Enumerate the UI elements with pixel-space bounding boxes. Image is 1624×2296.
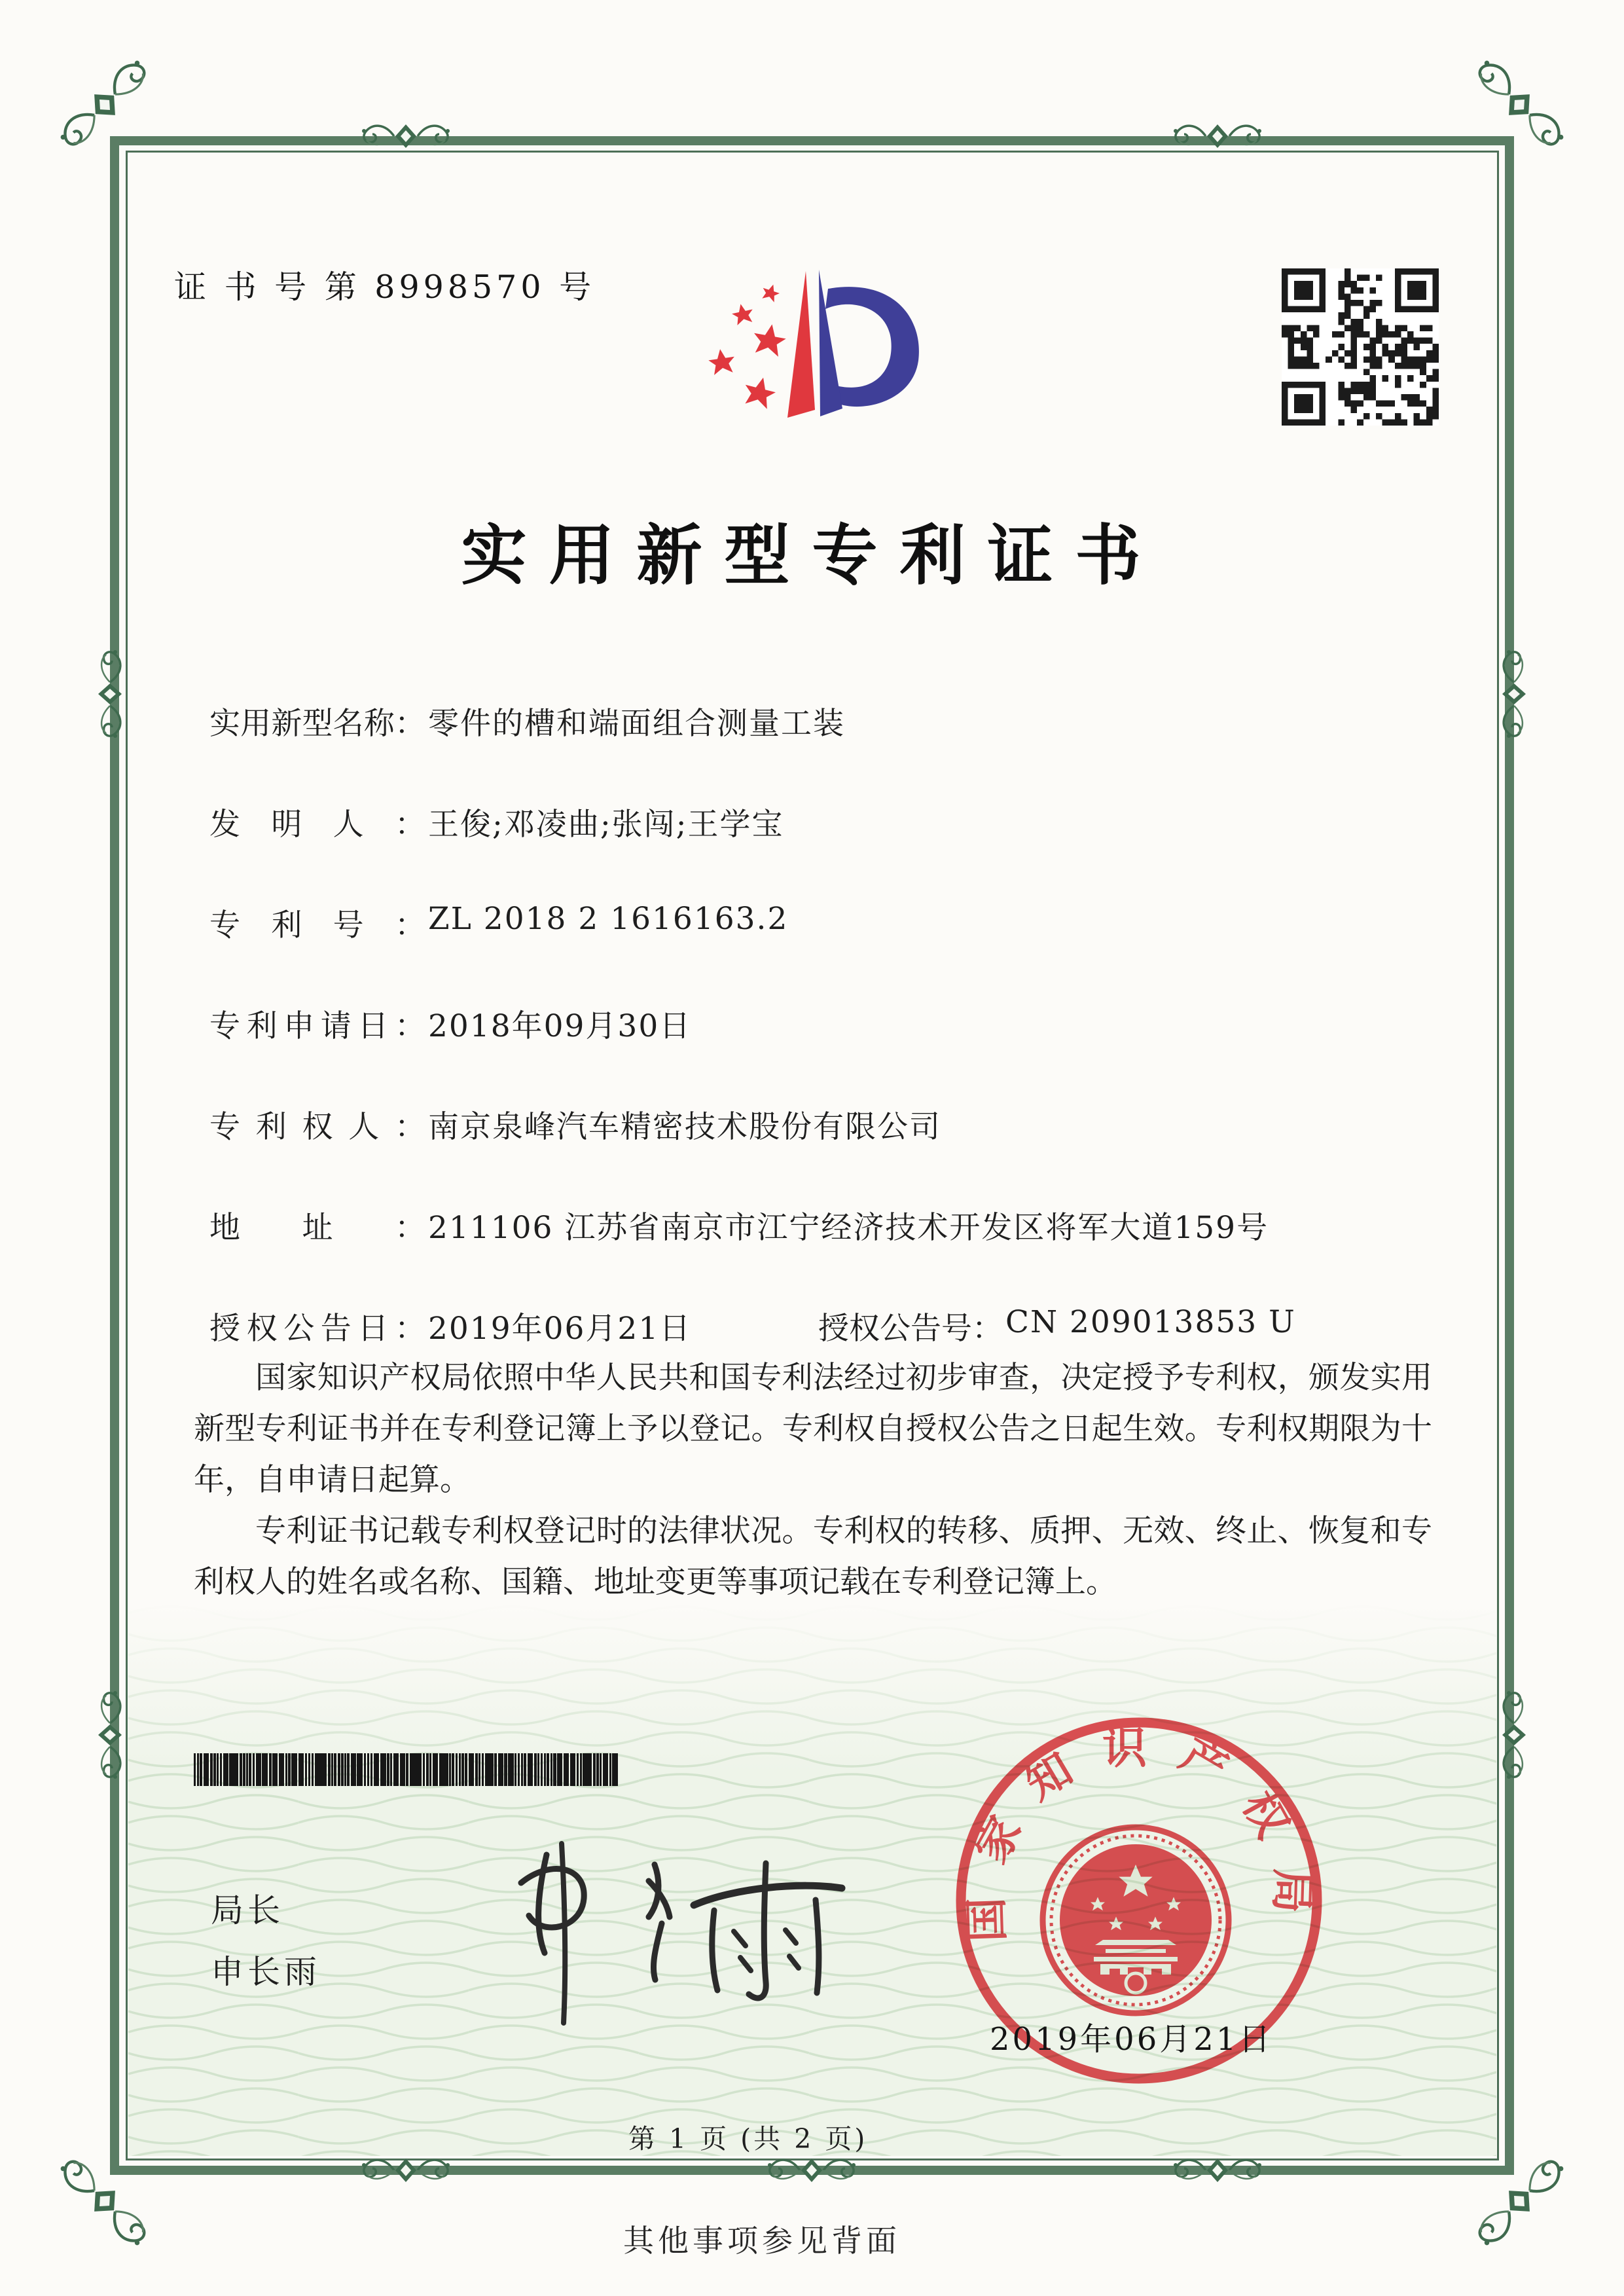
officer-signature bbox=[458, 1825, 864, 2041]
field-row-inventors bbox=[209, 800, 1434, 901]
field-value: 211106 江苏省南京市江宁经济技术开发区将军大道159号 bbox=[428, 1210, 1269, 1246]
barcode bbox=[194, 1753, 618, 1786]
legal-text-block bbox=[194, 1353, 1432, 1608]
field-row-address bbox=[209, 1203, 1434, 1304]
field-row-name bbox=[209, 699, 1434, 800]
field-value: 南京泉峰汽车精密技术股份有限公司 bbox=[428, 1109, 941, 1145]
field-label: 发明人： bbox=[209, 807, 425, 843]
seal-date: 2019年06月21日 bbox=[990, 2021, 1273, 2058]
field-value: 2018年09月30日 bbox=[428, 1008, 692, 1044]
field-label: 专利号： bbox=[209, 907, 425, 943]
field-value: ZL 2018 2 1616163.2 bbox=[428, 901, 789, 937]
legal-paragraph-2: 专利证书记载专利权登记时的法律状况。专利权的转移、质押、无效、终止、恢复和专利权人的姓名或名称、国籍、地址变更等事项记载在专利登记簿上。 bbox=[194, 1513, 1432, 1600]
grant-date-label: 授权公告日： bbox=[209, 1311, 425, 1347]
grant-number-value: CN 209013853 U bbox=[1005, 1304, 1296, 1340]
field-label: 地址： bbox=[209, 1210, 425, 1246]
field-label: 专利权人： bbox=[209, 1109, 425, 1145]
certificate-title: 实用新型专利证书 bbox=[461, 517, 1163, 594]
field-label: 专利申请日： bbox=[209, 1008, 425, 1044]
field-row-patentee bbox=[209, 1102, 1434, 1203]
seal-text: 国家知识产权局 bbox=[959, 1722, 1319, 1943]
qr-code bbox=[1282, 268, 1439, 426]
national-emblem bbox=[1043, 1827, 1229, 2013]
back-side-note: 其他事项参见背面 bbox=[623, 2223, 901, 2259]
field-value: 零件的槽和端面组合测量工装 bbox=[428, 706, 845, 742]
grant-number-label: 授权公告号： bbox=[818, 1311, 1003, 1347]
certificate-number: 证 书 号 第 8998570 号 bbox=[174, 268, 596, 306]
officer-name: 申长雨 bbox=[211, 1953, 321, 1991]
grant-date-value: 2019年06月21日 bbox=[428, 1311, 692, 1347]
field-value: 王俊;邓凌曲;张闯;王学宝 bbox=[428, 807, 784, 843]
field-row-patent-number bbox=[209, 901, 1434, 1002]
officer-title: 局长 bbox=[211, 1891, 284, 1929]
page-number: 第 1 页 (共 2 页) bbox=[628, 2123, 868, 2155]
cnipa-logo-icon bbox=[691, 253, 926, 439]
field-list bbox=[209, 699, 1434, 1405]
field-label: 实用新型名称： bbox=[209, 706, 425, 742]
field-row-filing-date bbox=[209, 1002, 1434, 1102]
legal-paragraph-1: 国家知识产权局依照中华人民共和国专利法经过初步审查，决定授予专利权，颁发实用新型专利证书并在专利登记簿上予以登记。专利权自授权公告之日起生效。专利权期限为十年，自申请日起算。 bbox=[194, 1360, 1432, 1498]
